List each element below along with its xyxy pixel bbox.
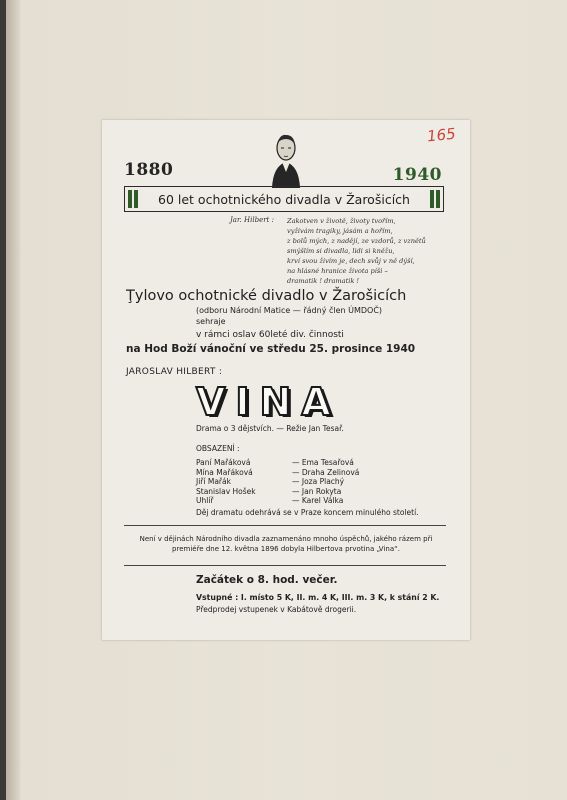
cast-role: Stanislav Hošek bbox=[196, 486, 256, 496]
quote-line: na hlásné hranice života píši – bbox=[287, 267, 388, 275]
album-page bbox=[6, 0, 567, 800]
quote-line: krví svou živím je, dech svůj v ně dýší, bbox=[287, 257, 415, 265]
quote-line: Zakotven v životě, životy tvořím, bbox=[287, 217, 396, 225]
quote-line: dramatik ! dramatik ! bbox=[287, 277, 360, 285]
quote-line: z bolů mých, z nadějí, ze vzdorů, z vznětů bbox=[287, 237, 426, 245]
pencil-number: 165 bbox=[426, 124, 457, 146]
cast-actor: — Joza Plachý bbox=[292, 477, 345, 486]
cast-role: Jiří Mařák bbox=[196, 477, 231, 486]
play-author: JAROSLAV HILBERT : bbox=[126, 367, 223, 377]
cast-heading: OBSAZENÍ : bbox=[196, 444, 240, 453]
cast-role: Mína Mařáková bbox=[196, 467, 253, 477]
banner-text: 60 let ochotnického divadla v Žarošicích bbox=[158, 191, 410, 207]
cast-list bbox=[196, 458, 396, 506]
performance-date: na Hod Boží vánoční ve středu 25. prosince 1940 bbox=[126, 343, 416, 355]
cast-actor: — Ema Tesařová bbox=[292, 458, 354, 467]
cast-row bbox=[196, 496, 396, 506]
quote-author: Jar. Hilbert : bbox=[230, 216, 274, 224]
cast-row bbox=[196, 477, 396, 487]
quote-line: vyživám tragiky, jásám a hořím, bbox=[287, 227, 393, 235]
theatre-name: Ţylovo ochotnické divadlo v Žarošicích bbox=[126, 288, 407, 304]
play-setting: Děj dramatu odehrává se v Praze koncem minulého století. bbox=[196, 508, 419, 517]
divider bbox=[124, 565, 446, 566]
admission-prices: Vstupné : I. místo 5 K, II. m. 4 K, III. m. 3 K, k stání 2 K. bbox=[196, 593, 440, 602]
cast-role: Paní Mařáková bbox=[196, 458, 251, 467]
cast-actor: — Karel Válka bbox=[292, 496, 344, 505]
cast-row bbox=[196, 468, 396, 478]
year-end: 1940 bbox=[392, 165, 442, 185]
theatre-poster bbox=[102, 120, 470, 640]
year-start: 1880 bbox=[124, 160, 174, 180]
anniversary-banner bbox=[124, 186, 444, 212]
cast-row bbox=[196, 487, 396, 497]
cast-row bbox=[196, 458, 396, 468]
history-note: Není v dějinách Národního divadla zaznamenáno mnoho úspěchů, jakého rázem při premiéře dne 12. května 1896 dobyla Hilbertova prvotina „Vina“. bbox=[139, 535, 433, 553]
cast-actor: — Jan Rokyta bbox=[292, 486, 342, 496]
start-time: Začátek o 8. hod. večer. bbox=[196, 574, 338, 586]
cast-actor: — Draha Zelinová bbox=[292, 467, 360, 477]
play-info: Drama o 3 dějstvích. — Režie Jan Tesař. bbox=[196, 424, 344, 433]
play-title: VINA bbox=[196, 380, 341, 424]
presale-info: Předprodej vstupenek v Kabátově drogerii. bbox=[196, 605, 357, 614]
theatre-subtitle: (odboru Národní Matice — řádný člen ÚMDOČ) bbox=[196, 306, 383, 315]
cast-role: Uhlíř bbox=[196, 496, 214, 505]
quote-line: smýšlím si divadla, lidi si kněžu, bbox=[287, 247, 395, 255]
portrait-engraving bbox=[268, 132, 304, 188]
occasion-text: v rámci oslav 60leté div. činnosti bbox=[196, 330, 344, 340]
divider bbox=[124, 525, 446, 526]
album-spine bbox=[6, 0, 20, 800]
sehraje-text: sehraje bbox=[196, 317, 226, 326]
quote-verse bbox=[287, 216, 447, 286]
